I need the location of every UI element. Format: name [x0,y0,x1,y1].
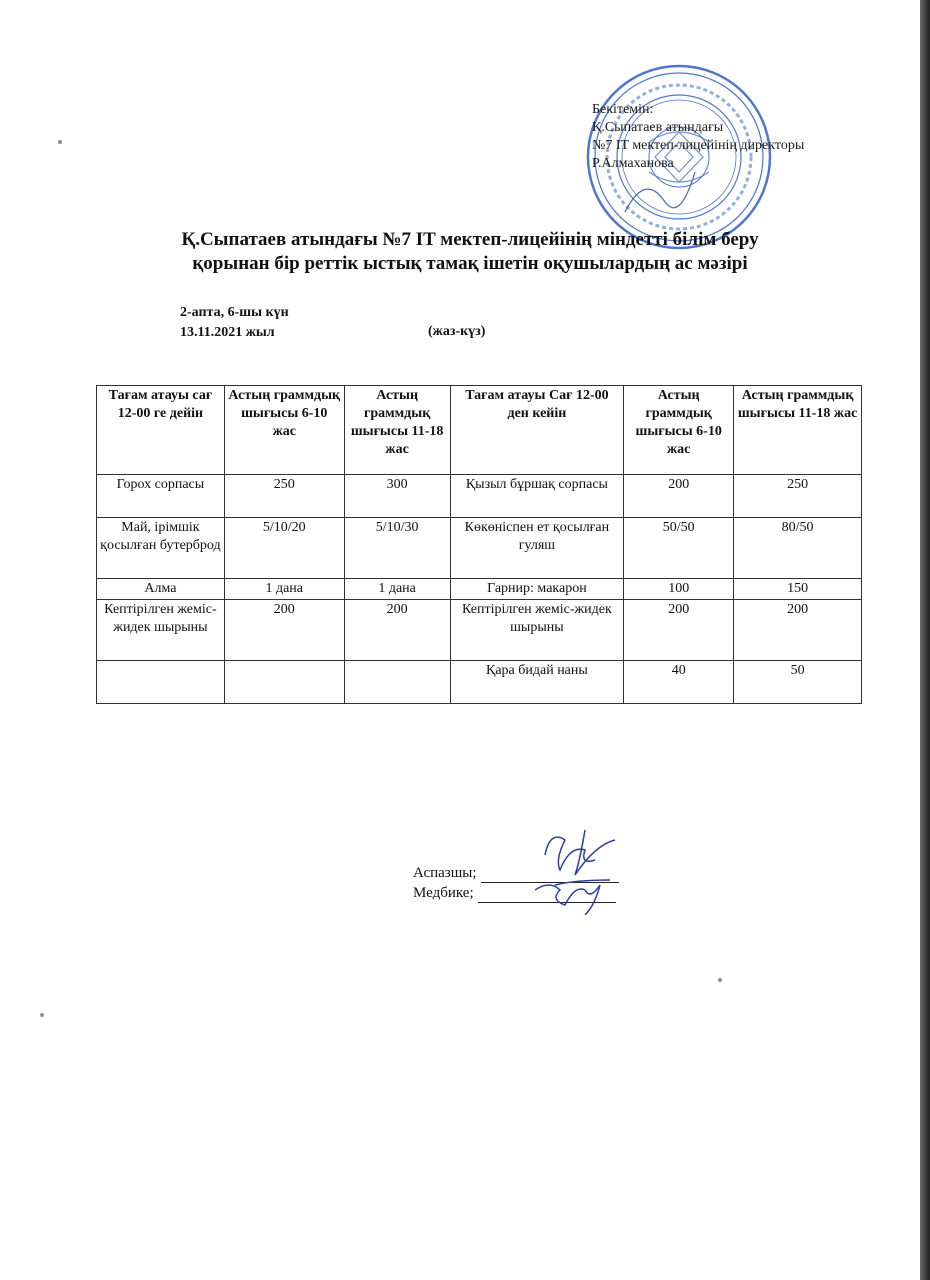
approval-line: Р.Алмаханова [592,156,674,171]
scan-edge [920,0,930,1280]
table-cell: 200 [624,600,734,661]
table-row [97,600,862,661]
table-row [97,579,862,600]
approval-line: №7 IT мектеп-лицейінің директоры [592,138,805,153]
title-line: Қ.Сыпатаев атындағы №7 IT мектеп-лицейінің міндетті білім беру [181,229,759,250]
approval-line: Қ.Сыпатаев атындағы [592,120,724,135]
table-row [97,661,862,704]
table-header-row [97,386,862,475]
table-cell [224,661,344,704]
table-cell: Қара бидай наны [450,661,624,704]
table-cell: Май, ірімшік қосылған бутерброд [97,518,225,579]
table-cell: 5/10/30 [344,518,450,579]
table-cell [344,661,450,704]
table-cell: 200 [734,600,862,661]
column-header: Астың граммдық шығысы 6-10 жас [224,386,344,475]
table-cell: 200 [624,475,734,518]
table-cell: 5/10/20 [224,518,344,579]
table-cell: Алма [97,579,225,600]
column-header: Астың граммдық шығысы 11-18 жас [734,386,862,475]
column-header: Астың граммдық шығысы 6-10 жас [624,386,734,475]
nurse-label: Медбике; [413,885,474,901]
document-title [60,228,880,276]
approval-line: Бекітемін: [592,102,654,117]
table-cell: 1 дана [344,579,450,600]
menu-meta [180,303,289,343]
menu-table [96,385,862,704]
table-cell: Кептірілген жеміс-жидек шырыны [97,600,225,661]
table-cell: Горох сорпасы [97,475,225,518]
table-cell: 1 дана [224,579,344,600]
table-cell: Гарнир: макарон [450,579,624,600]
scan-speck [718,978,722,982]
approval-block [592,101,804,173]
table-row [97,518,862,579]
week-day: 2-апта, 6-шы күн [180,305,289,320]
scan-speck [58,140,62,144]
column-header: Тағам атауы Сағ 12-00 ден кейін [450,386,624,475]
table-cell: 250 [734,475,862,518]
table-row [97,475,862,518]
table-cell: 200 [224,600,344,661]
title-line: қорынан бір реттік ыстық тамақ ішетін оқушылардың ас мәзірі [192,253,748,274]
table-cell [97,661,225,704]
table-cell: 80/50 [734,518,862,579]
table-cell: Кептірілген жеміс-жидек шырыны [450,600,624,661]
table-cell: Қызыл бұршақ сорпасы [450,475,624,518]
menu-date: 13.11.2021 жыл [180,325,275,340]
column-header: Астың граммдық шығысы 11-18 жас [344,386,450,475]
table-cell: 50 [734,661,862,704]
season: (жаз-күз) [428,324,486,339]
table-cell: 40 [624,661,734,704]
table-cell: 200 [344,600,450,661]
table-cell: 150 [734,579,862,600]
table-cell: 250 [224,475,344,518]
table-cell: 50/50 [624,518,734,579]
table-cell: 300 [344,475,450,518]
table-cell: Көкөніспен ет қосылған гуляш [450,518,624,579]
handwritten-signature [525,825,635,915]
cook-label: Аспазшы; [413,865,477,881]
table-cell: 100 [624,579,734,600]
scan-speck [40,1013,44,1017]
column-header: Тағам атауы сағ 12-00 ге дейін [97,386,225,475]
